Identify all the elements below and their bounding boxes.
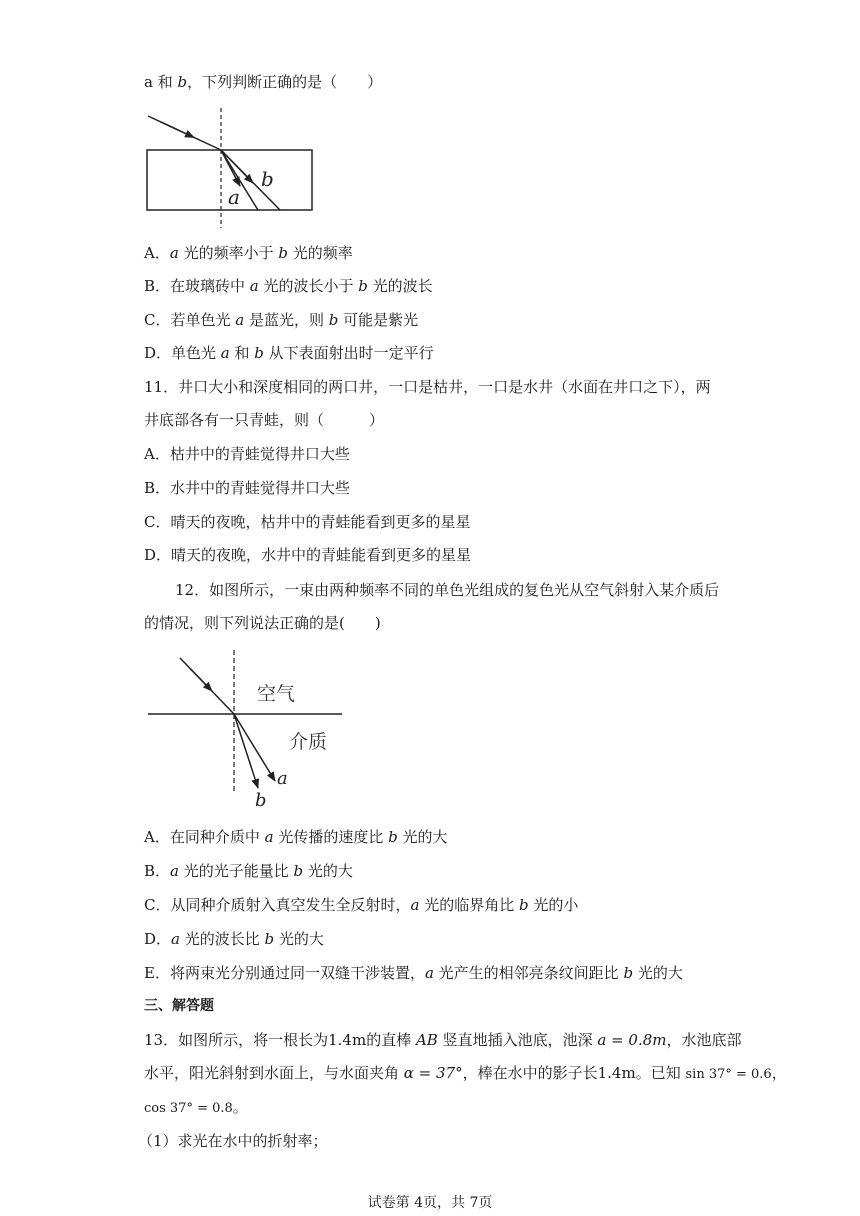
q10-glass-block-figure bbox=[140, 106, 320, 230]
q13-line1: 13．如图所示，将一根长为1.4m的直棒 AB 竖直地插入池底，池深 a = 0.8m，水池底部 bbox=[144, 1031, 742, 1049]
q12-fig-label-a: a bbox=[277, 768, 288, 789]
rod-ab: AB bbox=[415, 1031, 438, 1049]
q10-fig-label-a: a bbox=[228, 185, 240, 209]
sin-value: sin 37° = 0.6 bbox=[685, 1067, 772, 1082]
var-b: b bbox=[177, 73, 188, 91]
q10-option-a[interactable]: A．a 光的频率小于 b 光的频率 bbox=[144, 244, 353, 262]
q12-option-c[interactable]: C．从同种介质射入真空发生全反射时，a 光的临界角比 b 光的小 bbox=[144, 896, 579, 914]
q11-option-b[interactable]: B．水井中的青蛙觉得井口大些 bbox=[144, 479, 351, 497]
q12-option-e[interactable]: E．将两束光分别通过同一双缝干涉装置，a 光产生的相邻亮条纹间距比 b 光的大 bbox=[144, 964, 683, 982]
q11-option-a[interactable]: A．枯井中的青蛙觉得井口大些 bbox=[144, 445, 350, 463]
q12-stem-line2: 的情况，则下列说法正确的是( ) bbox=[144, 614, 381, 632]
q12-refraction-figure bbox=[146, 648, 346, 812]
var-a: a bbox=[144, 73, 153, 91]
q10-option-b[interactable]: B．在玻璃砖中 a 光的波长小于 b 光的波长 bbox=[144, 277, 433, 295]
pool-depth: a = 0.8m bbox=[597, 1031, 667, 1049]
q11-option-c[interactable]: C．晴天的夜晚，枯井中的青蛙能看到更多的星星 bbox=[144, 513, 471, 531]
q12-fig-label-b: b bbox=[255, 790, 267, 811]
q13-line2: 水平，阳光斜射到水面上，与水面夹角 α = 37°，棒在水中的影子长1.4m。已知 sin 37° = 0.6， bbox=[144, 1064, 787, 1082]
rod-length: 1.4m bbox=[328, 1031, 367, 1049]
q12-stem-line1: 12．如图所示，一束由两种频率不同的单色光组成的复色光从空气斜射入某介质后 bbox=[175, 581, 720, 599]
section-title-answer-questions: 三、解答题 bbox=[144, 998, 214, 1014]
page-footer: 试卷第 4页，共 7页 bbox=[367, 1195, 493, 1211]
q12-option-b[interactable]: B．a 光的光子能量比 b 光的大 bbox=[144, 862, 353, 880]
sun-angle: α = 37° bbox=[403, 1064, 463, 1082]
q10-fig-label-b: b bbox=[261, 167, 274, 191]
q11-option-d[interactable]: D．晴天的夜晚，水井中的青蛙能看到更多的星星 bbox=[144, 546, 472, 564]
q12-fig-air-label: 空气 bbox=[257, 683, 296, 705]
q12-option-d[interactable]: D．a 光的波长比 b 光的大 bbox=[144, 930, 324, 948]
q13-line3: cos 37° = 0.8。 bbox=[144, 1098, 248, 1116]
shadow-length: 1.4m bbox=[597, 1064, 636, 1082]
cos-value: cos 37° = 0.8 bbox=[144, 1101, 233, 1116]
q11-stem-line1: 11．井口大小和深度相同的两口井，一口是枯井，一口是水井（水面在井口之下），两 bbox=[144, 378, 711, 396]
q12-fig-medium-label: 介质 bbox=[289, 731, 328, 753]
q13-subquestion-1: （1）求光在水中的折射率； bbox=[138, 1132, 328, 1150]
q10-option-c[interactable]: C．若单色光 a 是蓝光，则 b 可能是紫光 bbox=[144, 311, 419, 329]
q12-option-a[interactable]: A．在同种介质中 a 光传播的速度比 b 光的大 bbox=[144, 828, 448, 846]
q10-stem: a 和 b，下列判断正确的是（ ） bbox=[144, 73, 383, 91]
q10-option-d[interactable]: D．单色光 a 和 b 从下表面射出时一定平行 bbox=[144, 344, 434, 362]
q11-stem-line2: 井底部各有一只青蛙，则（ ） bbox=[144, 411, 385, 429]
